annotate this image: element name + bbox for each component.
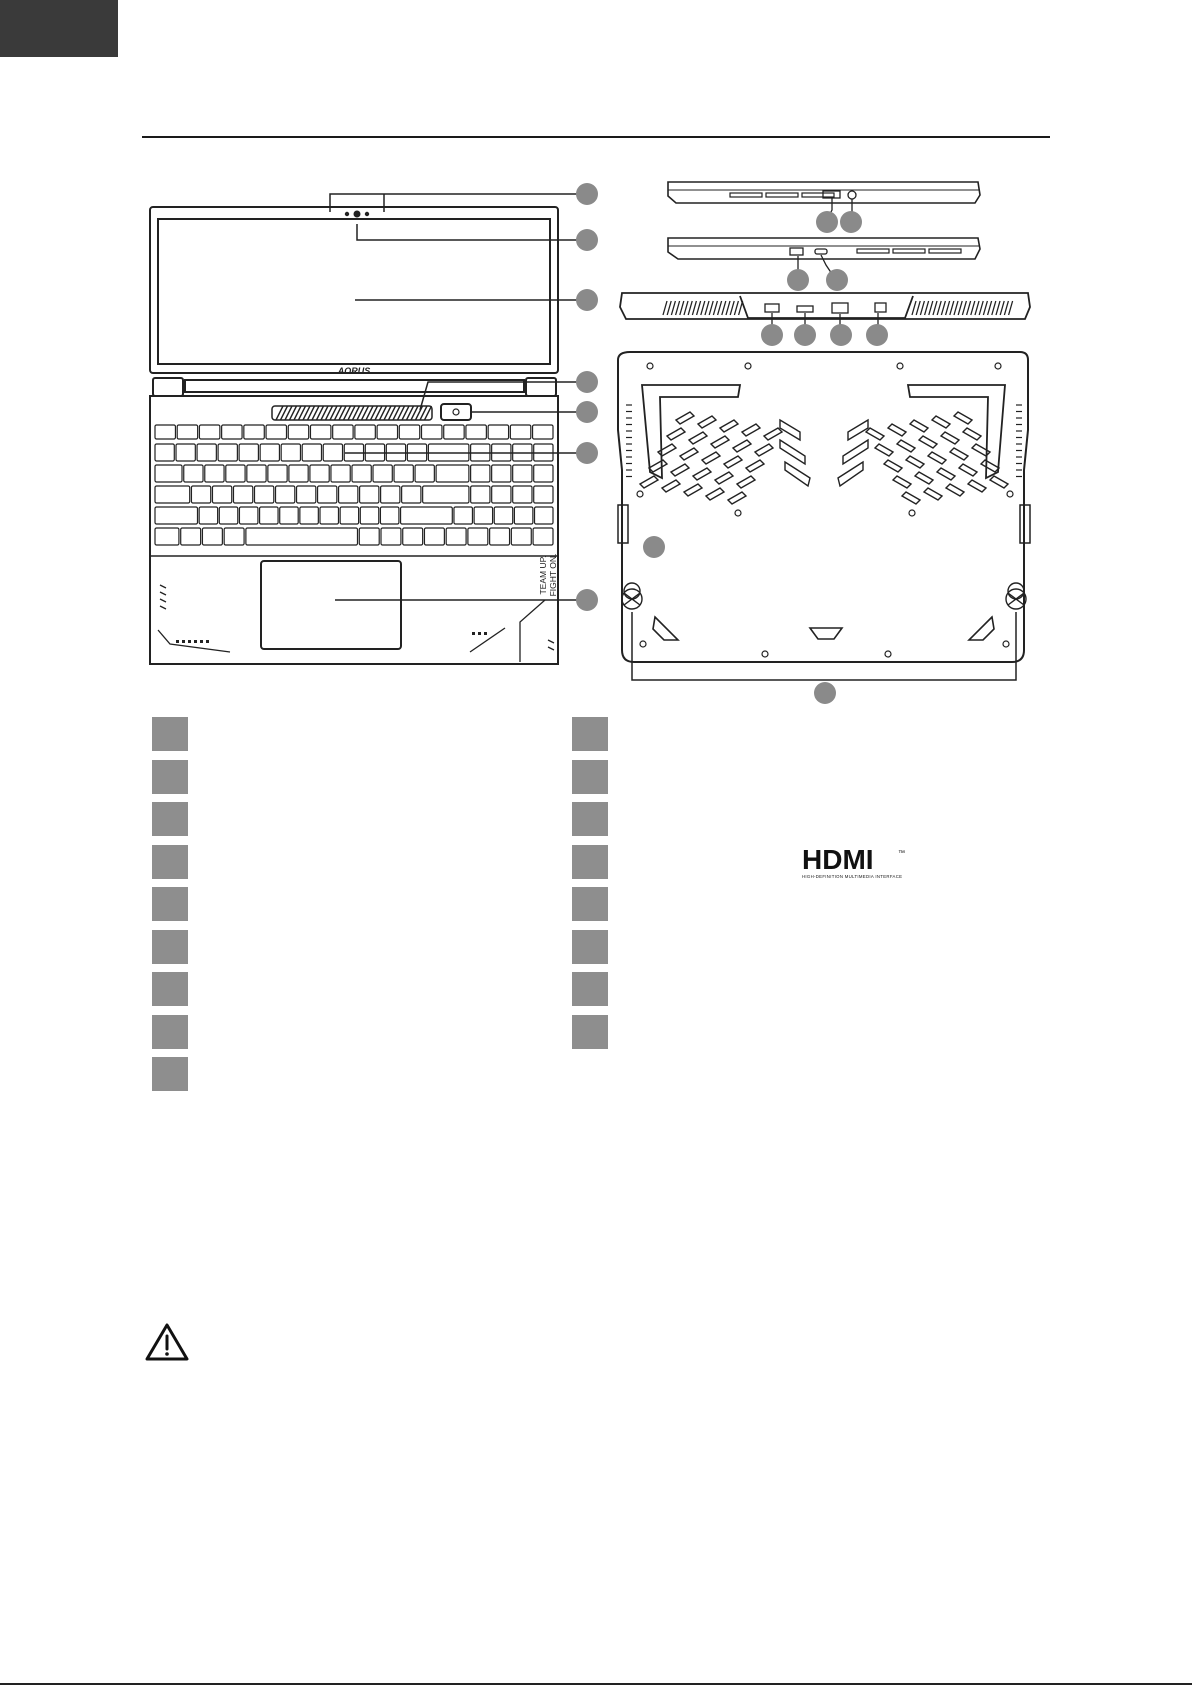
legend-number-box bbox=[152, 930, 188, 964]
top-view-markers bbox=[576, 183, 598, 611]
hdmi-logo bbox=[800, 845, 910, 881]
hinge-left bbox=[153, 378, 183, 396]
webcam bbox=[355, 212, 360, 217]
legend-number-box bbox=[572, 930, 608, 964]
legend-number-box bbox=[152, 845, 188, 879]
speaker-grille bbox=[272, 406, 432, 420]
legend-number-box bbox=[572, 717, 608, 751]
legend-number-box bbox=[572, 887, 608, 921]
keyboard bbox=[155, 425, 553, 545]
legend-number-box bbox=[572, 972, 608, 1006]
legend-number-box bbox=[572, 760, 608, 794]
marker-right-usbc bbox=[826, 269, 848, 291]
legend-number-box bbox=[572, 845, 608, 879]
power-button bbox=[441, 404, 471, 420]
marker-bottom bbox=[643, 536, 665, 558]
hinge-right bbox=[526, 378, 556, 396]
palm-rest-text-1: TEAM UP. bbox=[538, 555, 548, 595]
hdmi-wordmark: HDMI bbox=[802, 845, 874, 875]
legend-number-box bbox=[572, 802, 608, 836]
lid-outline bbox=[150, 207, 558, 373]
right-side-view bbox=[668, 238, 980, 280]
palm-rest-deco bbox=[158, 585, 554, 662]
legend-number-box bbox=[152, 717, 188, 751]
legend-number-box bbox=[152, 760, 188, 794]
warning-icon bbox=[144, 1322, 190, 1362]
base-outline bbox=[150, 396, 558, 664]
legend-number-box bbox=[152, 802, 188, 836]
hdmi-tagline: HIGH-DEFINITION MULTIMEDIA INTERFACE bbox=[802, 874, 902, 879]
rear-markers bbox=[761, 324, 888, 346]
rear-view bbox=[620, 293, 1030, 334]
legend-number-box bbox=[572, 1015, 608, 1049]
hdmi-trademark: ™ bbox=[898, 850, 905, 857]
marker-left-usb bbox=[816, 211, 838, 233]
marker-right-usb bbox=[787, 269, 809, 291]
legend-number-box bbox=[152, 1057, 188, 1091]
legend-number-box bbox=[152, 1015, 188, 1049]
bottom-view bbox=[618, 352, 1030, 680]
top-view bbox=[150, 183, 598, 664]
legend-number-box bbox=[152, 887, 188, 921]
marker-left-audio bbox=[840, 211, 862, 233]
touchpad bbox=[261, 561, 401, 649]
palm-rest-text-2: FIGHT ON. bbox=[548, 553, 558, 597]
legend-number-box bbox=[152, 972, 188, 1006]
marker-speakers bbox=[814, 682, 836, 704]
brand-logo: AORUS bbox=[337, 366, 371, 376]
